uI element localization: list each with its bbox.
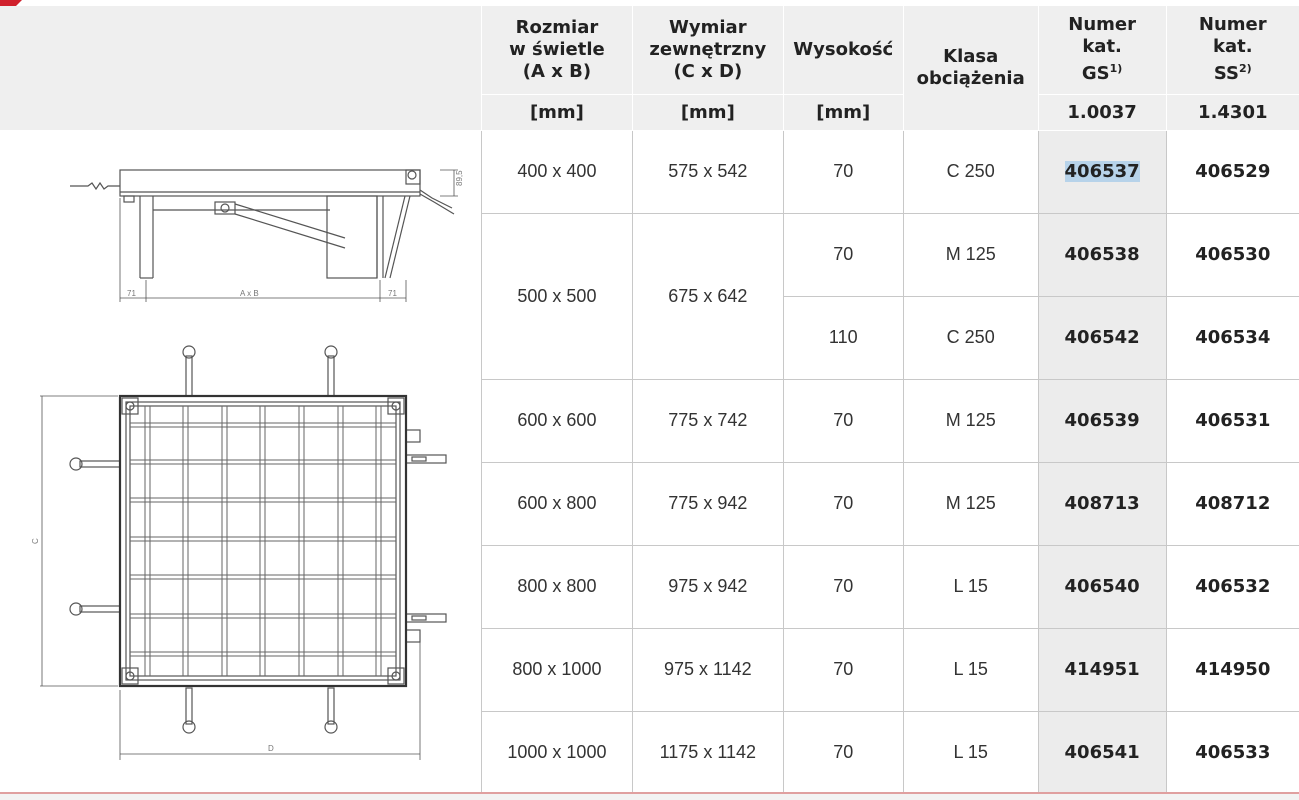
dim-d-label: D bbox=[268, 744, 274, 753]
cell-height: 70 bbox=[783, 213, 903, 296]
cell-ss: 406533 bbox=[1166, 711, 1299, 794]
dim-right-label: 71 bbox=[388, 289, 397, 298]
cell-ss: 406529 bbox=[1166, 131, 1299, 214]
cell-size: 400 x 400 bbox=[482, 131, 633, 214]
dim-c-label: C bbox=[31, 538, 40, 544]
cell-size: 800 x 1000 bbox=[482, 628, 633, 711]
unit-outer: [mm] bbox=[632, 94, 783, 131]
cell-gs bbox=[1038, 131, 1166, 214]
cell-outer: 575 x 542 bbox=[632, 131, 783, 214]
unit-size: [mm] bbox=[482, 94, 633, 131]
cell-gs: 414951 bbox=[1038, 628, 1166, 711]
cell-height: 110 bbox=[783, 296, 903, 379]
cell-gs: 406540 bbox=[1038, 545, 1166, 628]
header-size: Rozmiar w świetle (A x B) bbox=[482, 6, 633, 94]
cell-class: L 15 bbox=[903, 545, 1038, 628]
cell-size: 500 x 500 bbox=[482, 213, 633, 379]
cell-gs: 406542 bbox=[1038, 296, 1166, 379]
cell-ss: 406530 bbox=[1166, 213, 1299, 296]
cell-ss: 414950 bbox=[1166, 628, 1299, 711]
dim-height-label: 89,5 bbox=[455, 170, 464, 186]
cell-size: 600 x 600 bbox=[482, 379, 633, 462]
table-row bbox=[482, 379, 1299, 462]
bottom-band bbox=[0, 794, 1299, 800]
header-row bbox=[482, 6, 1299, 94]
cell-outer: 975 x 1142 bbox=[632, 628, 783, 711]
cell-outer: 1175 x 1142 bbox=[632, 711, 783, 794]
cell-outer: 775 x 942 bbox=[632, 462, 783, 545]
cell-gs: 408713 bbox=[1038, 462, 1166, 545]
cell-size: 800 x 800 bbox=[482, 545, 633, 628]
table-row bbox=[482, 462, 1299, 545]
header-class: Klasa obciążenia bbox=[903, 6, 1038, 131]
cell-class: M 125 bbox=[903, 213, 1038, 296]
table-row bbox=[482, 628, 1299, 711]
technical-drawing bbox=[0, 130, 482, 792]
cell-height: 70 bbox=[783, 131, 903, 214]
cell-ss: 406531 bbox=[1166, 379, 1299, 462]
cell-gs: 406538 bbox=[1038, 213, 1166, 296]
cell-size: 1000 x 1000 bbox=[482, 711, 633, 794]
table-row bbox=[482, 711, 1299, 794]
unit-ss: 1.4301 bbox=[1166, 94, 1299, 131]
cell-size: 600 x 800 bbox=[482, 462, 633, 545]
cell-ss: 406532 bbox=[1166, 545, 1299, 628]
cell-ss: 406534 bbox=[1166, 296, 1299, 379]
cell-class: M 125 bbox=[903, 379, 1038, 462]
selected-text[interactable]: 406537 bbox=[1064, 161, 1140, 182]
table-row bbox=[482, 545, 1299, 628]
cell-class: L 15 bbox=[903, 711, 1038, 794]
table-row bbox=[482, 131, 1299, 214]
cell-height: 70 bbox=[783, 628, 903, 711]
cell-gs: 406541 bbox=[1038, 711, 1166, 794]
spec-table bbox=[481, 6, 1299, 795]
table-row bbox=[482, 213, 1299, 296]
cell-height: 70 bbox=[783, 711, 903, 794]
cell-height: 70 bbox=[783, 462, 903, 545]
cell-height: 70 bbox=[783, 379, 903, 462]
header-unit-row bbox=[482, 94, 1299, 131]
cell-outer: 975 x 942 bbox=[632, 545, 783, 628]
header-ss: Numer kat. SS$^{2)}$ bbox=[1166, 6, 1299, 94]
drawing-svg bbox=[0, 130, 481, 792]
cell-height: 70 bbox=[783, 545, 903, 628]
cell-class: C 250 bbox=[903, 296, 1038, 379]
dim-left-label: 71 bbox=[127, 289, 136, 298]
cell-gs: 406539 bbox=[1038, 379, 1166, 462]
cell-class: C 250 bbox=[903, 131, 1038, 214]
unit-gs: 1.0037 bbox=[1038, 94, 1166, 131]
unit-height: [mm] bbox=[783, 94, 903, 131]
cell-ss: 408712 bbox=[1166, 462, 1299, 545]
header-height: Wysokość bbox=[783, 6, 903, 94]
header-outer: Wymiar zewnętrzny (C x D) bbox=[632, 6, 783, 94]
dim-middle-label: A x B bbox=[240, 289, 259, 298]
header-gs: Numer kat. GS$^{1)}$ bbox=[1038, 6, 1166, 94]
cell-class: M 125 bbox=[903, 462, 1038, 545]
cell-class: L 15 bbox=[903, 628, 1038, 711]
cell-outer: 675 x 642 bbox=[632, 213, 783, 379]
cell-outer: 775 x 742 bbox=[632, 379, 783, 462]
